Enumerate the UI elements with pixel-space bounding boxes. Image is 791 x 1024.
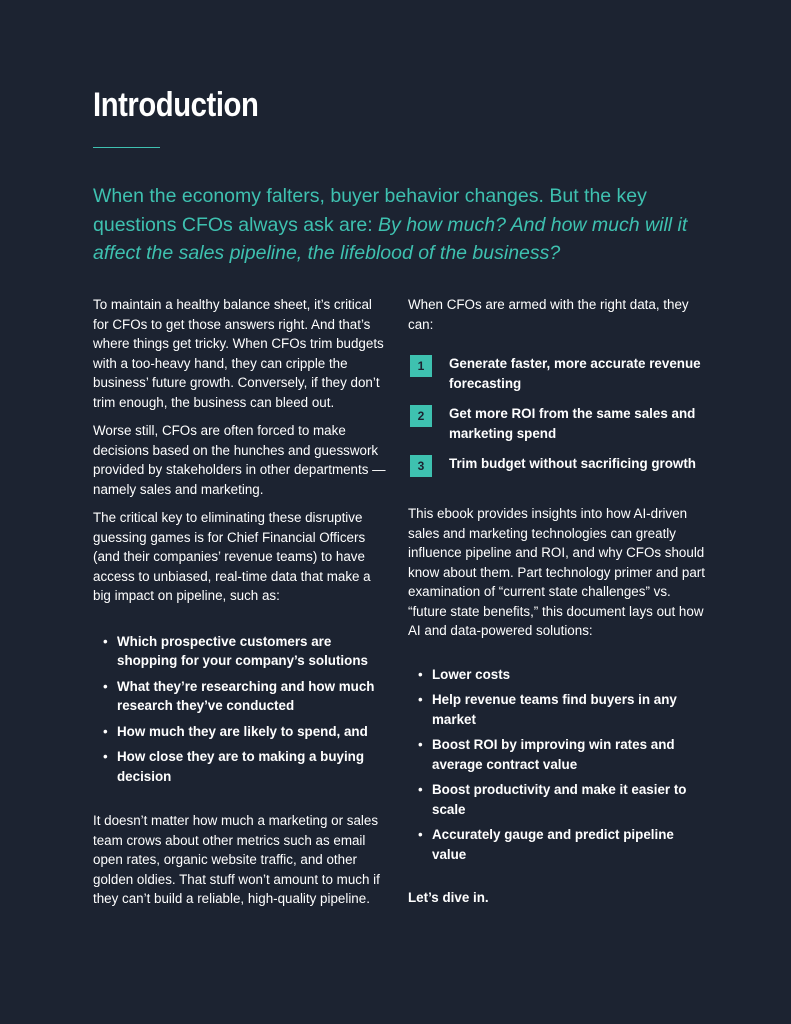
body-paragraph: When CFOs are armed with the right data, they can: — [408, 297, 689, 332]
list-item: • Help revenue teams find buyers in any market — [418, 692, 677, 727]
list-item: • What they’re researching and how much research they’ve conducted — [103, 678, 375, 713]
list-item: • How close they are to making a buying decision — [103, 749, 365, 784]
page-title: Introduction — [93, 86, 259, 124]
list-item: • Accurately gauge and predict pipeline value — [418, 827, 674, 862]
closing-cta: Let’s dive in. — [408, 890, 489, 905]
list-item: • Boost ROI by improving win rates and average contract value — [418, 737, 675, 772]
numbered-item: 2 Get more ROI from the same sales and marketing spend — [408, 404, 708, 443]
body-paragraph: Worse still, CFOs are often forced to make decisions based on the hunches and guesswork provided by stakeholders in other departments — namely sales and marketing. — [93, 423, 386, 497]
lead-italic: By how much? And how much will it affect the sales pipeline, the lifeblood of the business? — [93, 213, 688, 264]
benefits-list — [408, 665, 708, 865]
number-badge: 1 — [410, 355, 432, 377]
right-column — [408, 295, 708, 908]
numbered-list — [408, 354, 708, 477]
left-column — [93, 295, 388, 918]
data-points-list — [93, 632, 388, 787]
body-paragraph: The critical key to eliminating these disruptive guessing games is for Chief Financial Officers (and their companies’ revenue teams) to have access to unbiased, real-time data that make a big impact on pipeline, such as: — [93, 510, 371, 603]
bullet-dot: • — [418, 666, 423, 682]
body-paragraph: This ebook provides insights into how AI-driven sales and marketing technologies can greatly influence pipeline and ROI, and why CFOs should know about them. Part technology primer and part examination of “current state challenges” vs. “future state benefits,” this document lays out how AI and data-powered solutions: — [408, 506, 705, 638]
bullet-dot: • — [103, 633, 108, 649]
lead-plain: When the economy falters, buyer behavior changes. But the key questions CFOs always ask are: — [93, 185, 647, 236]
bullet-dot: • — [418, 782, 423, 797]
list-item: • Which prospective customers are shopping for your company’s solutions — [103, 633, 368, 668]
list-item: • Lower costs — [408, 665, 708, 685]
bullet-dot: • — [103, 678, 108, 694]
bullet-dot: • — [103, 723, 108, 739]
number-badge: 3 — [410, 455, 432, 477]
number-badge: 2 — [410, 405, 432, 427]
list-item: • Boost productivity and make it easier to scale — [418, 782, 687, 817]
numbered-item: 3 Trim budget without sacrificing growth — [408, 454, 708, 477]
body-paragraph: To maintain a healthy balance sheet, it’s critical for CFOs to get those answers right. And that’s where things get tricky. When CFOs trim budgets with a too-heavy hand, they can cripple the business’ future growth. Conversely, if they don’t trim enough, the business can bleed out. — [93, 297, 384, 410]
closing-paragraph: It doesn’t matter how much a marketing or sales team crows about other metrics such as email open rates, organic website traffic, and other golden oldies. That stuff won’t amount to much if they can’t build a reliable, high-quality pipeline. — [93, 813, 380, 906]
title-underline — [93, 147, 160, 148]
bullet-dot: • — [418, 827, 423, 842]
lead-paragraph — [93, 182, 713, 268]
bullet-dot: • — [103, 749, 108, 764]
list-item: • How much they are likely to spend, and — [93, 722, 388, 742]
numbered-item: 1 Generate faster, more accurate revenue forecasting — [408, 354, 708, 393]
bullet-dot: • — [418, 692, 423, 707]
bullet-dot: • — [418, 737, 423, 752]
